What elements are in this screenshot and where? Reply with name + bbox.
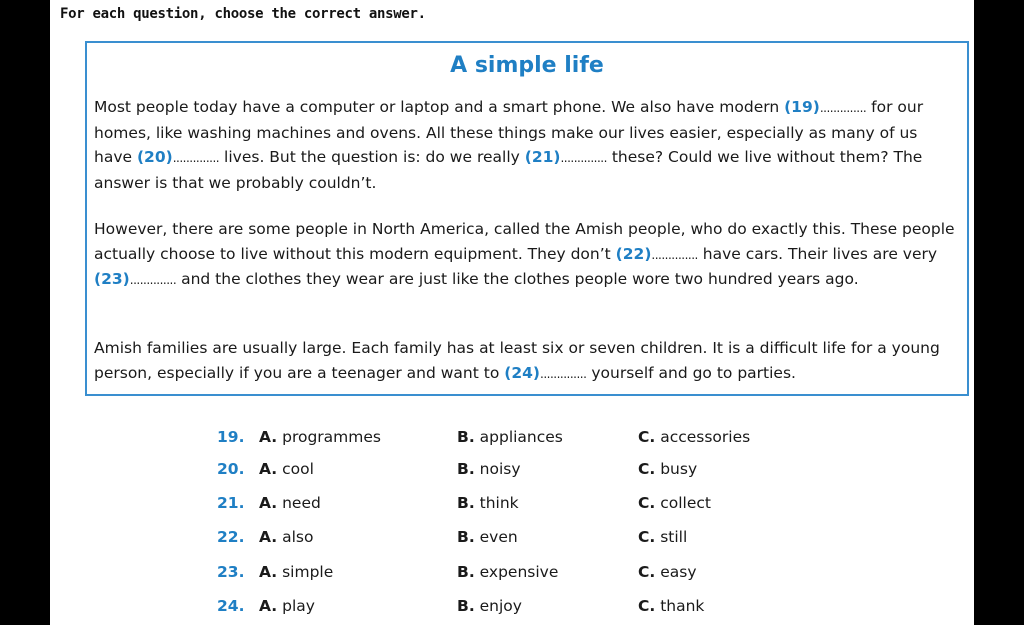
- blank-20-label: (20): [136, 148, 173, 166]
- option-b[interactable]: [457, 428, 563, 446]
- option-text: easy: [660, 563, 697, 581]
- option-b[interactable]: [457, 528, 518, 546]
- option-c[interactable]: [638, 528, 687, 546]
- option-b[interactable]: [457, 494, 519, 512]
- question-row-22: [50, 528, 974, 552]
- blank-24-label: (24): [504, 363, 541, 382]
- option-letter: C.: [638, 428, 656, 446]
- option-letter: B.: [457, 563, 475, 581]
- reading-passage-box: [85, 41, 969, 396]
- option-letter: C.: [638, 597, 656, 615]
- option-letter: B.: [457, 528, 475, 546]
- option-a[interactable]: [259, 563, 333, 581]
- option-text: programmes: [282, 428, 381, 446]
- option-letter: B.: [457, 597, 475, 615]
- paragraph-1: [94, 95, 960, 195]
- paragraph-3-text-1: Amish families are usually large. Each family has at least six or seven children. It is a difficult life for a young person, especially if you are a teenager and want to: [94, 339, 940, 382]
- option-a[interactable]: [259, 494, 321, 512]
- option-letter: C.: [638, 563, 656, 581]
- worksheet-page: [50, 0, 974, 625]
- blank-19-label: (19): [784, 98, 820, 116]
- option-text: think: [479, 494, 519, 512]
- blank-21-dots: ..............: [560, 151, 607, 165]
- option-text: thank: [660, 597, 705, 615]
- option-letter: B.: [457, 460, 475, 478]
- blank-22-dots: ..............: [651, 247, 698, 262]
- option-text: expensive: [479, 563, 559, 581]
- blank-19-dots: ..............: [819, 101, 867, 115]
- option-text: noisy: [479, 460, 521, 478]
- option-b[interactable]: [457, 597, 522, 615]
- paragraph-1-text-3: lives. But the question is: do we really: [219, 148, 525, 166]
- option-letter: A.: [259, 460, 278, 478]
- instruction-text: For each question, choose the correct answer.: [60, 6, 426, 22]
- option-a[interactable]: [259, 460, 314, 478]
- blank-23-dots: ..............: [129, 273, 177, 287]
- question-number: 24.: [217, 597, 245, 615]
- option-letter: A.: [259, 428, 278, 446]
- option-text: even: [479, 528, 518, 546]
- option-text: need: [282, 494, 321, 512]
- option-text: also: [282, 528, 314, 546]
- question-number: 20.: [217, 460, 245, 478]
- option-text: appliances: [479, 428, 563, 446]
- question-number: 23.: [217, 563, 245, 581]
- option-letter: A.: [259, 528, 278, 546]
- option-c[interactable]: [638, 460, 697, 478]
- option-text: busy: [660, 460, 698, 478]
- question-number: 21.: [217, 494, 245, 512]
- paragraph-1-text-4: these? Could we live without them? The answer is that we probably couldn’t.: [94, 148, 923, 192]
- option-letter: B.: [457, 428, 475, 446]
- paragraph-1-text-1: Most people today have a computer or laptop and a smart phone. We also have modern: [94, 98, 785, 116]
- option-letter: C.: [638, 460, 656, 478]
- blank-24-dots: ..............: [540, 366, 587, 381]
- option-b[interactable]: [457, 563, 558, 581]
- question-row-23: [50, 563, 974, 587]
- option-letter: A.: [259, 494, 278, 512]
- question-row-21: [50, 494, 974, 518]
- option-letter: C.: [638, 494, 656, 512]
- option-b[interactable]: [457, 460, 521, 478]
- option-text: enjoy: [479, 597, 522, 615]
- option-letter: B.: [457, 494, 475, 512]
- option-c[interactable]: [638, 494, 711, 512]
- paragraph-1-text-2: for our homes, like washing machines and ovens. All these things make our lives easier, especially as many of us have: [94, 98, 924, 166]
- paragraph-3: [94, 336, 960, 386]
- paragraph-3-text-2: yourself and go to parties.: [586, 363, 796, 382]
- question-row-19: [50, 428, 974, 452]
- option-a[interactable]: [259, 428, 381, 446]
- option-c[interactable]: [638, 597, 704, 615]
- paragraph-2: [94, 217, 960, 293]
- option-text: accessories: [660, 428, 751, 446]
- question-number: 19.: [217, 428, 245, 446]
- option-a[interactable]: [259, 528, 313, 546]
- blank-21-label: (21): [524, 148, 561, 166]
- passage-title: A simple life: [450, 53, 604, 78]
- blank-23-label: (23): [94, 270, 130, 288]
- option-c[interactable]: [638, 563, 697, 581]
- paragraph-2-text-2: have cars. Their lives are very: [697, 244, 938, 263]
- question-number: 22.: [217, 528, 245, 546]
- option-letter: A.: [259, 563, 278, 581]
- option-text: cool: [282, 460, 314, 478]
- option-letter: C.: [638, 528, 656, 546]
- option-c[interactable]: [638, 428, 750, 446]
- question-row-24: [50, 597, 974, 621]
- option-text: play: [282, 597, 315, 615]
- blank-22-label: (22): [615, 244, 652, 263]
- option-text: simple: [282, 563, 334, 581]
- option-letter: A.: [259, 597, 278, 615]
- paragraph-2-text-1: However, there are some people in North America, called the Amish people, who do exactly this. These people actually choose to live without this modern equipment. They don’t: [94, 220, 955, 263]
- paragraph-2-text-3: and the clothes they wear are just like the clothes people wore two hundred years ago.: [176, 270, 859, 288]
- option-text: still: [660, 528, 688, 546]
- option-a[interactable]: [259, 597, 315, 615]
- option-text: collect: [660, 494, 711, 512]
- blank-20-dots: ..............: [172, 151, 220, 165]
- question-row-20: [50, 460, 974, 484]
